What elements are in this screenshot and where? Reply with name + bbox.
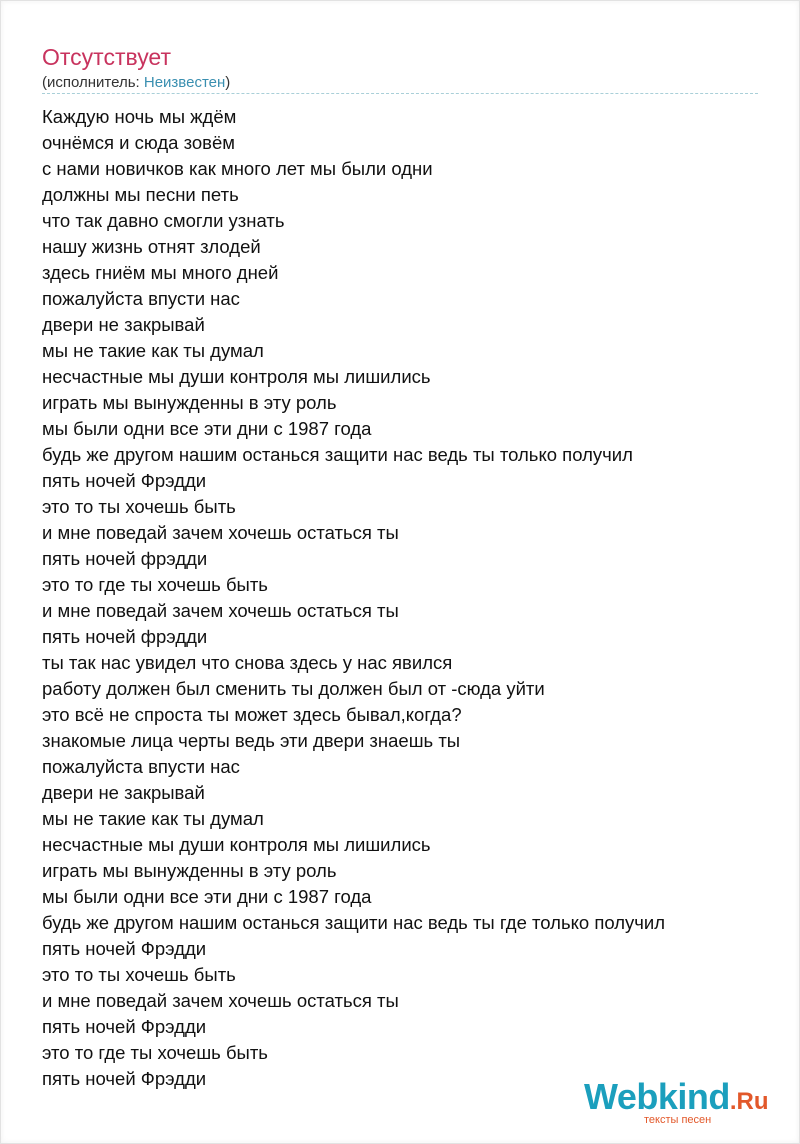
lyric-line: знакомые лица черты ведь эти двери знаешь ты <box>42 730 461 751</box>
lyric-line: будь же другом нашим останься защити нас ведь ты где только получил <box>42 912 666 933</box>
lyric-line: и мне поведай зачем хочешь остаться ты <box>42 522 399 543</box>
lyric-line: мы не такие как ты думал <box>42 340 264 361</box>
lyric-line: пожалуйста впусти нас <box>42 288 240 309</box>
site-logo[interactable] <box>584 1078 784 1128</box>
lyric-line: это то ты хочешь быть <box>42 496 236 517</box>
lyric-line: очнёмся и сюда зовём <box>42 132 235 153</box>
lyric-line: это то ты хочешь быть <box>42 964 236 985</box>
lyric-line: играть мы вынужденны в эту роль <box>42 392 337 413</box>
lyric-line: работу должен был сменить ты должен был от -сюда уйти <box>42 678 545 699</box>
logo-tld: .Ru <box>729 1088 769 1115</box>
artist-prefix: (исполнитель: <box>42 74 144 91</box>
lyric-line: мы не такие как ты думал <box>42 808 264 829</box>
lyric-line: пять ночей фрэдди <box>42 548 208 569</box>
song-header <box>42 44 758 93</box>
lyric-line: играть мы вынужденны в эту роль <box>42 860 337 881</box>
song-title: Отсутствует <box>42 44 171 70</box>
lyric-line: это всё не спроста ты может здесь бывал,когда? <box>42 704 462 725</box>
logo-tagline: тексты песен <box>644 1114 712 1126</box>
lyric-line: мы были одни все эти дни с 1987 года <box>42 418 372 439</box>
lyric-line: с нами новичков как много лет мы были одни <box>42 158 433 179</box>
lyric-line: пять ночей Фрэдди <box>42 470 207 491</box>
lyrics-text <box>42 104 758 1092</box>
lyric-line: пять ночей фрэдди <box>42 626 208 647</box>
lyric-line: пять ночей Фрэдди <box>42 1068 207 1089</box>
artist-suffix: ) <box>225 74 231 91</box>
lyric-line: будь же другом нашим останься защити нас ведь ты только получил <box>42 444 633 465</box>
lyric-line: и мне поведай зачем хочешь остаться ты <box>42 990 399 1011</box>
header-divider <box>42 93 758 94</box>
lyric-line: здесь гниём мы много дней <box>42 262 279 283</box>
lyric-line: пять ночей Фрэдди <box>42 1016 207 1037</box>
lyric-line: несчастные мы души контроля мы лишились <box>42 366 431 387</box>
lyric-line: ты так нас увидел что снова здесь у нас явился <box>42 652 453 673</box>
lyric-line: нашу жизнь отнят злодей <box>42 236 261 257</box>
lyric-line: Каждую ночь мы ждём <box>42 106 237 127</box>
lyric-line: что так давно смогли узнать <box>42 210 285 231</box>
lyric-line: несчастные мы души контроля мы лишились <box>42 834 431 855</box>
artist-link[interactable]: Неизвестен <box>143 74 226 91</box>
logo-wordmark: Webkind <box>584 1076 730 1117</box>
lyric-line: это то где ты хочешь быть <box>42 1042 268 1063</box>
lyric-line: должны мы песни петь <box>42 184 239 205</box>
artist-line <box>42 73 758 93</box>
lyric-line: пять ночей Фрэдди <box>42 938 207 959</box>
lyric-line: двери не закрывай <box>42 782 205 803</box>
lyric-line: это то где ты хочешь быть <box>42 574 268 595</box>
lyric-line: двери не закрывай <box>42 314 205 335</box>
lyric-line: и мне поведай зачем хочешь остаться ты <box>42 600 399 621</box>
lyric-line: пожалуйста впусти нас <box>42 756 240 777</box>
lyric-line: мы были одни все эти дни с 1987 года <box>42 886 372 907</box>
